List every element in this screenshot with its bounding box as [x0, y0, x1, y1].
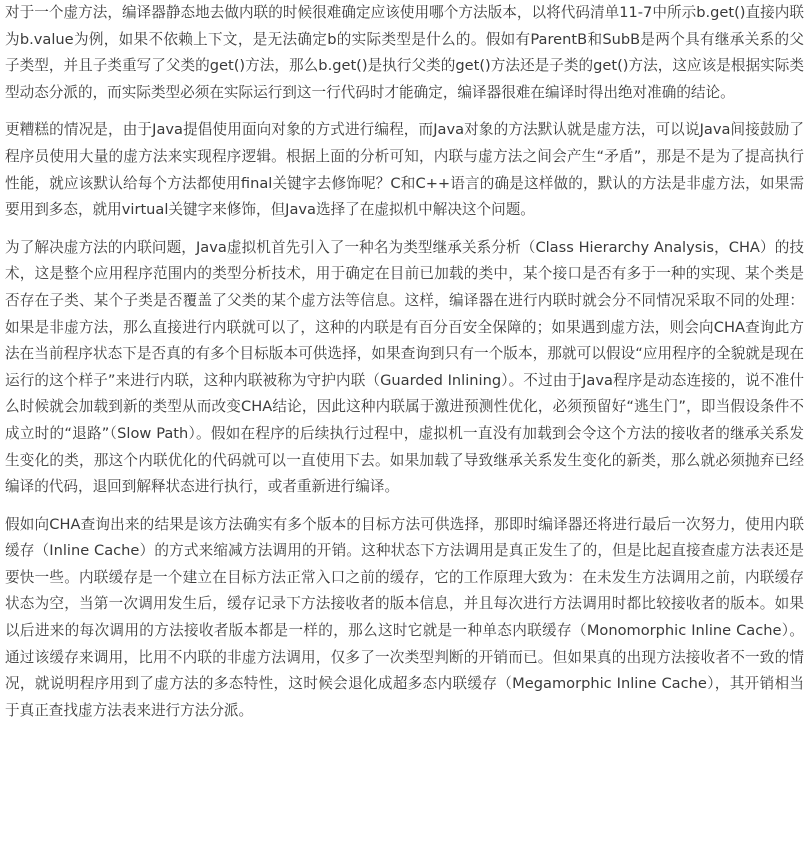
paragraph-cha-guarded-inlining: 为了解决虚方法的内联问题，Java虚拟机首先引入了一种名为类型继承关系分析（Class Hierarchy Analysis，CHA）的技术，这是整个应用程序范围内的类型分析技术，用于确定在目前已加载的类中，某个接口是否有多于一种的实现、某个类是否存在子类、某个子类是否覆盖了父类的某个虚方法等信息。这样，编译器在进行内联时就会分不同情况采取不同的处理：如果是非虚方法，那么直接进行内联就可以了，这种的内联是有百分百安全保障的；如果遇到虚方法，则会向CHA查询此方法在当前程序状态下是否真的有多个目标版本可供选择，如果查询到只有一个版本，那就可以假设“应用程序的全貌就是现在运行的这个样子”来进行内联，这种内联被称为守护内联（Guarded Inlining）。不过由于Java程序是动态连接的，说不准什么时候就会加载到新的类型从而改变CHA结论，因此这种内联属于激进预测性优化，必须预留好“逃生门”，即当假设条件不成立时的“退路”（Slow Path）。假如在程序的后续执行过程中，虚拟机一直没有加载到会令这个方法的接收者的继承关系发生变化的类，那这个内联优化的代码就可以一直使用下去。如果加载了导致继承关系发生变化的新类，那么就必须抛弃已经编译的代码，退回到解释状态进行执行，或者重新进行编译。 [5, 238, 804, 496]
paragraph-java-virtual-default: 更糟糕的情况是，由于Java提倡使用面向对象的方式进行编程，而Java对象的方法默认就是虚方法，可以说Java间接鼓励了程序员使用大量的虚方法来实现程序逻辑。根据上面的分析可知，内联与虚方法之间会产生“矛盾”，那是不是为了提高执行性能，就应该默认给每个方法都使用final关键字去修饰呢？C和C++语言的确是这样做的，默认的方法是非虚方法，如果需要用到多态，就用virtual关键字来修饰，但Java选择了在虚拟机中解决这个问题。 [5, 121, 804, 219]
paragraph-inline-cache: 假如向CHA查询出来的结果是该方法确实有多个版本的目标方法可供选择，那即时编译器还将进行最后一次努力，使用内联缓存（Inline Cache）的方式来缩减方法调用的开销。这种状态下方法调用是真正发生了的，但是比起直接查虚方法表还是要快一些。内联缓存是一个建立在目标方法正常入口之前的缓存，它的工作原理大致为：在未发生方法调用之前，内联缓存状态为空，当第一次调用发生后，缓存记录下方法接收者的版本信息，并且每次进行方法调用时都比较接收者的版本。如果以后进来的每次调用的方法接收者版本都是一样的，那么这时它就是一种单态内联缓存（Monomorphic Inline Cache）。通过该缓存来调用，比用不内联的非虚方法调用，仅多了一次类型判断的开销而已。但如果真的出现方法接收者不一致的情况，就说明程序用到了虚方法的多态特性，这时候会退化成超多态内联缓存（Megamorphic Inline Cache），其开销相当于真正查找虚方法表来进行方法分派。 [5, 515, 804, 719]
paragraph-virtual-method-inlining: 对于一个虚方法，编译器静态地去做内联的时候很难确定应该使用哪个方法版本，以将代码清单11-7中所示b.get()直接内联为b.value为例，如果不依赖上下文，是无法确定b的实际类型是什么的。假如有ParentB和SubB是两个具有继承关系的父子类型，并且子类重写了父类的get()方法，那么b.get()是执行父类的get()方法还是子类的get()方法，这应该是根据实际类型动态分派的，而实际类型必须在实际运行到这一行代码时才能确定，编译器很难在编译时得出绝对准确的结论。 [5, 4, 804, 101]
